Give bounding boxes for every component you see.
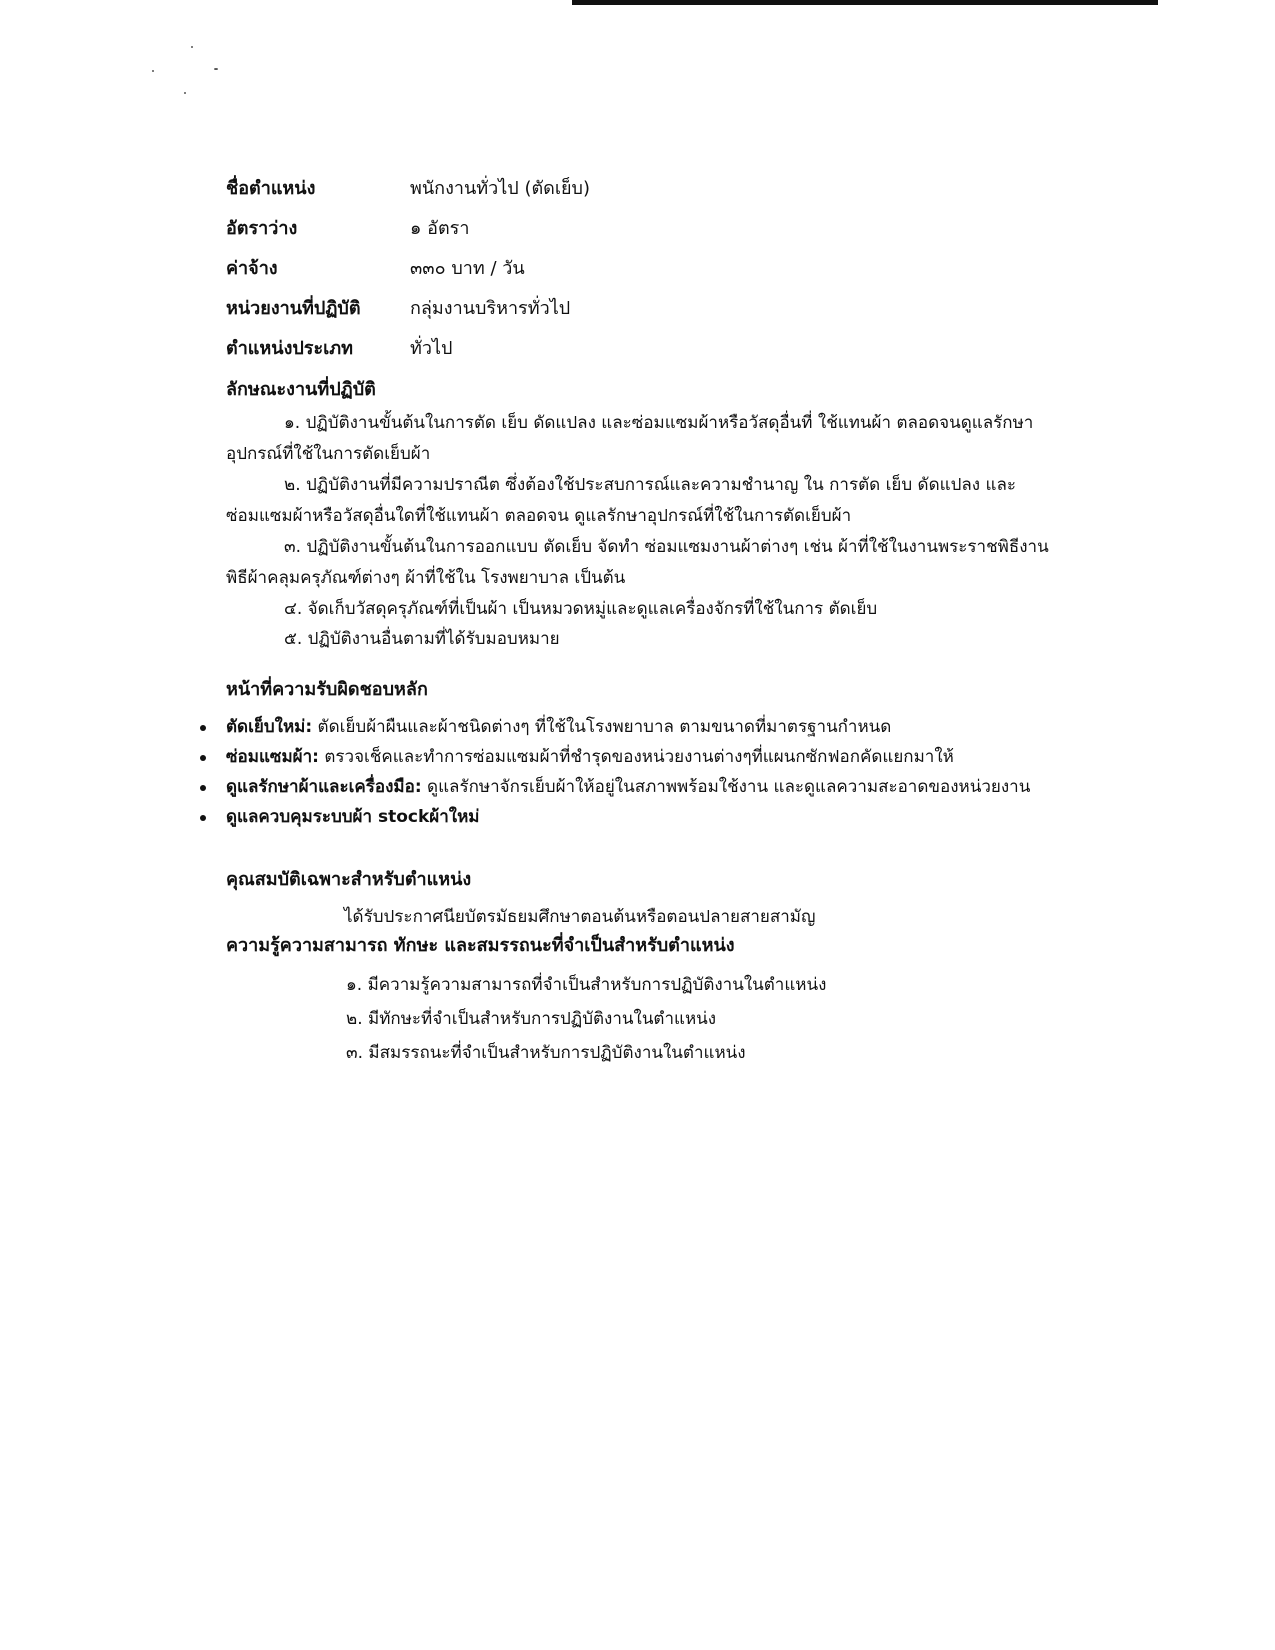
competencies-heading: ความรู้ความสามารถ ทักษะ และสมรรถนะที่จำเป็นสำหรับตำแหน่ง: [226, 935, 735, 956]
responsibility-text: ตรวจเช็คและทำการซ่อมแซมผ้าที่ชำรุดของหน่วยงานต่างๆที่แผนกซักฟอกคัดแยกมาให้: [318, 747, 954, 767]
competency-item-3: ๓. มีสมรรถนะที่จำเป็นสำหรับการปฏิบัติงานในตำแหน่ง: [346, 1043, 746, 1063]
work-nature-item-1: ๑. ปฏิบัติงานขั้นต้นในการตัด เย็บ ดัดแปลง และซ่อมแซมผ้าหรือวัสดุอื่นที่ ใช้แทนผ้า ตลอดจนดูแลรักษาอุปกรณ์ที่ใช้ในการตัดเย็บผ้า: [226, 413, 1034, 464]
field-label: ชื่อตำแหน่ง: [226, 178, 316, 199]
work-nature-item-2: ๒. ปฏิบัติงานที่มีความปราณีต ซึ่งต้องใช้ประสบการณ์และความชำนาญ ใน การตัด เย็บ ดัดแปลง และซ่อมแซมผ้าหรือวัสดุอื่นใดที่ใช้แทนผ้า ตลอดจน ดูแลรักษาอุปกรณ์ที่ใช้ในการตัดเย็บผ้า: [226, 475, 1016, 526]
field-label: ค่าจ้าง: [226, 258, 278, 279]
responsibility-text-wrap: [226, 772, 1030, 802]
bullet-icon: [200, 755, 206, 761]
responsibility-title: ซ่อมแซมผ้า:: [226, 747, 319, 767]
field-value: กลุ่มงานบริหารทั่วไป: [410, 298, 571, 319]
field-label: อัตราว่าง: [226, 218, 298, 239]
responsibility-text: ตัดเย็บผ้าผืนและผ้าชนิดต่างๆ ที่ใช้ในโรงพยาบาล ตามขนาดที่มาตรฐานกำหนด: [312, 717, 892, 737]
work-nature-heading: ลักษณะงานที่ปฏิบัติ: [226, 379, 376, 400]
work-nature-item-5: ๕. ปฏิบัติงานอื่นตามที่ได้รับมอบหมาย: [284, 629, 560, 649]
bullet-icon: [200, 815, 206, 821]
qualifications-text: ได้รับประกาศนียบัตรมัธยมศึกษาตอนต้นหรือตอนปลายสายสามัญ: [344, 907, 816, 927]
competency-item-2: ๒. มีทักษะที่จำเป็นสำหรับการปฏิบัติงานในตำแหน่ง: [346, 1009, 717, 1029]
field-value: ๑ อัตรา: [410, 218, 470, 239]
field-label: ตำแหน่งประเภท: [226, 338, 354, 359]
responsibility-text-wrap: [226, 802, 480, 832]
responsibilities-heading: หน้าที่ความรับผิดชอบหลัก: [226, 679, 428, 700]
bullet-icon: [200, 785, 206, 791]
responsibility-text-wrap: [226, 742, 954, 772]
field-value: พนักงานทั่วไป (ตัดเย็บ): [410, 178, 590, 199]
field-value: ทั่วไป: [410, 338, 453, 359]
work-nature-item-4: ๔. จัดเก็บวัสดุครุภัณฑ์ที่เป็นผ้า เป็นหมวดหมู่และดูแลเครื่องจักรที่ใช้ในการ ตัดเย็บ: [284, 599, 878, 619]
field-label: หน่วยงานที่ปฏิบัติ: [226, 298, 361, 319]
responsibility-text: ดูแลรักษาจักรเย็บผ้าให้อยู่ในสภาพพร้อมใช้งาน และดูแลความสะอาดของหน่วยงาน: [421, 777, 1031, 797]
field-value: ๓๓๐ บาท / วัน: [410, 258, 525, 279]
qualifications-heading: คุณสมบัติเฉพาะสำหรับตำแหน่ง: [226, 869, 472, 890]
work-nature-item-3: ๓. ปฏิบัติงานขั้นต้นในการออกแบบ ตัดเย็บ จัดทำ ซ่อมแซมงานผ้าต่างๆ เช่น ผ้าที่ใช้ในงานพระราชพิธีงานพิธีผ้าคลุมครุภัณฑ์ต่างๆ ผ้าที่ใช้ใน โรงพยาบาล เป็นต้น: [226, 537, 1049, 588]
responsibility-text-wrap: [226, 712, 891, 742]
bullet-icon: [200, 725, 206, 731]
responsibility-title: ตัดเย็บใหม่:: [226, 717, 313, 737]
responsibility-title: ดูแลควบคุมระบบผ้า stockผ้าใหม่: [226, 807, 480, 827]
competency-item-1: ๑. มีความรู้ความสามารถที่จำเป็นสำหรับการปฏิบัติงานในตำแหน่ง: [346, 975, 827, 995]
responsibility-title: ดูแลรักษาผ้าและเครื่องมือ:: [226, 777, 422, 797]
